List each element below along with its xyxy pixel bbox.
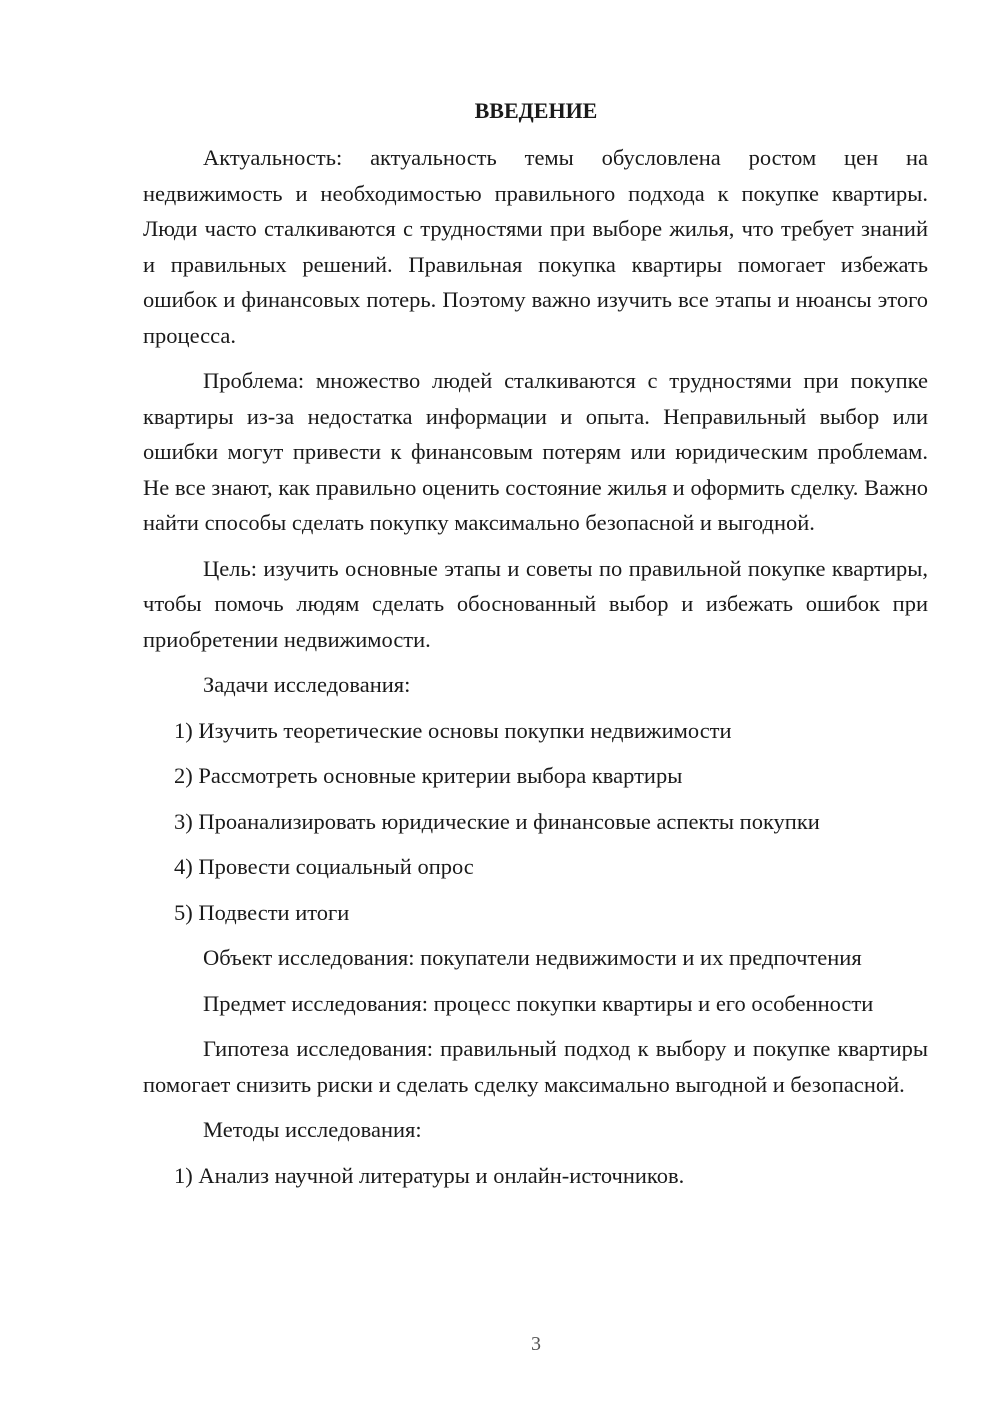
task-item: 1) Изучить теоретические основы покупки недвижимости bbox=[174, 717, 732, 743]
goal-paragraph: Цель: изучить основные этапы и советы по правильной покупке квартиры, чтобы помочь людям сделать обоснованный выбор и избежать ошибок при приобретении недвижимости. bbox=[143, 555, 928, 652]
task-item: 4) Провести социальный опрос bbox=[174, 854, 474, 879]
document-body bbox=[143, 140, 928, 1193]
hypothesis-paragraph: Гипотеза исследования: правильный подход к выбору и покупке квартиры помогает снизить риски и сделать сделку максимально выгодной и безопасной. bbox=[143, 1036, 928, 1097]
relevance-paragraph: Актуальность: актуальность темы обусловлена ростом цен на недвижимость и необходимостью правильного подхода к покупке квартиры. Люди часто сталкиваются с трудностями при выборе жилья, что требует знаний и правильных решений. Правильная покупка квартиры помогает избежать ошибок и финансовых потерь. Поэтому важно изучить все этапы и нюансы этого процесса. bbox=[143, 145, 928, 348]
method-item: 1) Анализ научной литературы и онлайн-источников. bbox=[174, 1162, 685, 1188]
page-number: 3 bbox=[531, 1333, 541, 1355]
tasks-title: Задачи исследования: bbox=[203, 672, 411, 697]
section-heading: ВВЕДЕНИЕ bbox=[474, 98, 598, 123]
task-item: 2) Рассмотреть основные критерии выбора квартиры bbox=[174, 763, 683, 788]
task-item: 5) Подвести итоги bbox=[174, 899, 350, 925]
task-item: 3) Проанализировать юридические и финансовые аспекты покупки bbox=[174, 808, 820, 834]
object-paragraph: Объект исследования: покупатели недвижимости и их предпочтения bbox=[203, 945, 862, 970]
subject-paragraph: Предмет исследования: процесс покупки квартиры и его особенности bbox=[203, 990, 874, 1016]
problem-paragraph: Проблема: множество людей сталкиваются с трудностями при покупке квартиры из-за недостатка информации и опыта. Неправильный выбор или ошибки могут привести к финансовым потерям или юридическим проблемам. Не все знают, как правильно оценить состояние жилья и оформить сделку. Важно найти способы сделать покупку максимально безопасной и выгодной. bbox=[143, 368, 928, 535]
methods-title: Методы исследования: bbox=[203, 1117, 422, 1142]
